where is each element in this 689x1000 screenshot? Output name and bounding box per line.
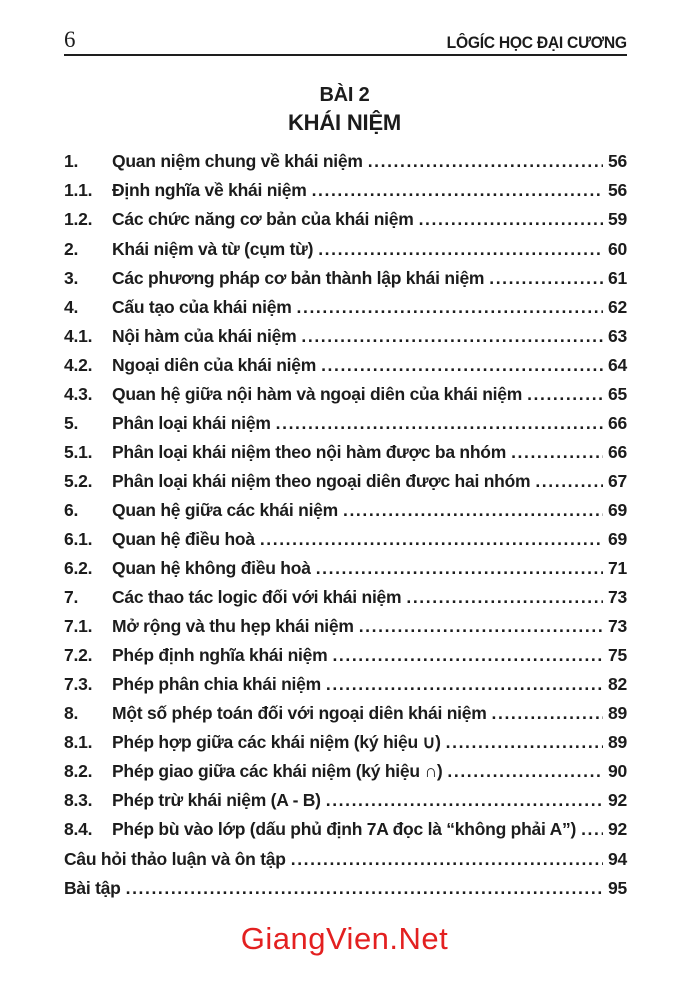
toc-entry-page: 90 bbox=[608, 761, 627, 782]
toc-row bbox=[64, 209, 627, 238]
toc-entry-number: 4.2. bbox=[64, 354, 93, 375]
toc-row bbox=[64, 239, 627, 268]
dot-leader bbox=[511, 442, 603, 463]
toc-row bbox=[64, 849, 627, 878]
dot-leader bbox=[535, 471, 603, 492]
toc-entry-label: Phép bù vào lớp (dấu phủ định 7A đọc là “không phải A”) bbox=[112, 819, 577, 840]
toc-entry-page: 82 bbox=[608, 674, 627, 695]
toc-entry-number: 8.2. bbox=[64, 761, 93, 782]
toc-row bbox=[64, 326, 627, 355]
toc-entry-label: Cấu tạo của khái niệm bbox=[112, 296, 292, 317]
toc-entry-page: 69 bbox=[608, 499, 627, 520]
dot-leader bbox=[312, 180, 603, 201]
toc-entry-label: Khái niệm và từ (cụm từ) bbox=[112, 238, 314, 259]
toc-row bbox=[64, 790, 627, 819]
toc-entry-number: 1. bbox=[64, 151, 79, 172]
toc-row bbox=[64, 587, 627, 616]
running-header-title: LÔGÍC HỌC ĐẠI CƯƠNG bbox=[446, 33, 627, 52]
toc-entry-page: 73 bbox=[608, 587, 627, 608]
dot-leader bbox=[527, 384, 603, 405]
toc-entry-number: 8. bbox=[64, 703, 79, 724]
toc-entry-label: Các chức năng cơ bản của khái niệm bbox=[112, 209, 414, 230]
toc-entry-number: 7.1. bbox=[64, 616, 93, 637]
toc-entry-page: 71 bbox=[608, 558, 627, 579]
toc-entry-label: Phép định nghĩa khái niệm bbox=[112, 645, 328, 666]
page-header bbox=[64, 28, 627, 56]
dot-leader bbox=[406, 587, 603, 608]
toc-row bbox=[64, 268, 627, 297]
toc-entry-label: Bài tập bbox=[64, 877, 121, 898]
toc-entry-page: 73 bbox=[608, 616, 627, 637]
toc-entry-label: Phép hợp giữa các khái niệm (ký hiệu ∪) bbox=[112, 732, 441, 753]
toc-entry-label: Phép giao giữa các khái niệm (ký hiệu ∩) bbox=[112, 761, 443, 782]
toc-row bbox=[64, 442, 627, 471]
toc-entry-number: 6.2. bbox=[64, 558, 93, 579]
toc-entry-label: Phân loại khái niệm bbox=[112, 412, 271, 433]
toc-entry-page: 63 bbox=[608, 325, 627, 346]
toc-entry-number: 4. bbox=[64, 296, 79, 317]
toc-row bbox=[64, 180, 627, 209]
toc-row bbox=[64, 558, 627, 587]
toc-entry-label: Ngoại diên của khái niệm bbox=[112, 354, 317, 375]
toc-entry-label: Câu hỏi thảo luận và ôn tập bbox=[64, 848, 286, 869]
toc-row bbox=[64, 616, 627, 645]
toc-entry-number: 5.2. bbox=[64, 470, 93, 491]
dot-leader bbox=[321, 355, 603, 376]
toc-entry-page: 61 bbox=[608, 267, 627, 288]
toc-entry-number: 6.1. bbox=[64, 529, 93, 549]
toc-entry-page: 94 bbox=[608, 848, 627, 869]
dot-leader bbox=[492, 703, 603, 724]
dot-leader bbox=[447, 761, 603, 782]
toc-row bbox=[64, 471, 627, 500]
toc-entry-label: Quan hệ điều hoà bbox=[112, 529, 255, 549]
dot-leader bbox=[368, 151, 603, 172]
toc-entry-page: 89 bbox=[608, 703, 627, 724]
toc-entry-number: 8.3. bbox=[64, 790, 93, 811]
toc-entry-page: 75 bbox=[608, 645, 627, 666]
toc-entry-page: 95 bbox=[608, 877, 627, 898]
toc-row bbox=[64, 645, 627, 674]
toc-entry-number: 5. bbox=[64, 412, 79, 433]
toc-row bbox=[64, 819, 627, 848]
dot-leader bbox=[260, 529, 603, 550]
toc-entry-number: 7.3. bbox=[64, 674, 93, 695]
toc-entry-page: 64 bbox=[608, 354, 627, 375]
toc-entry-number: 3. bbox=[64, 267, 79, 288]
toc-entry-page: 67 bbox=[608, 470, 627, 491]
page-number: 6 bbox=[64, 27, 76, 52]
chapter-heading bbox=[0, 83, 689, 136]
dot-leader bbox=[316, 558, 603, 579]
toc-entry-page: 59 bbox=[608, 209, 627, 230]
toc-entry-label: Các thao tác logic đối với khái niệm bbox=[112, 587, 402, 608]
toc-entry-page: 56 bbox=[608, 180, 627, 201]
toc-entry-label: Phép trừ khái niệm (A - B) bbox=[112, 790, 321, 811]
toc-entry-number: 7.2. bbox=[64, 645, 93, 666]
toc-entry-page: 60 bbox=[608, 238, 627, 259]
toc-entry-page: 92 bbox=[608, 819, 627, 840]
toc-entry-number: 5.1. bbox=[64, 441, 93, 462]
toc-row bbox=[64, 413, 627, 442]
dot-leader bbox=[332, 645, 603, 666]
chapter-name-title: KHÁI NIỆM bbox=[287, 110, 402, 135]
chapter-number-title: BÀI 2 bbox=[319, 84, 370, 106]
toc-entry-number: 1.2. bbox=[64, 209, 93, 230]
toc-entry-label: Quan hệ giữa các khái niệm bbox=[112, 499, 338, 520]
dot-leader bbox=[489, 268, 603, 289]
dot-leader bbox=[301, 326, 603, 347]
toc-entry-number: 7. bbox=[64, 587, 79, 608]
dot-leader bbox=[318, 239, 603, 260]
toc-entry-number: 4.3. bbox=[64, 383, 93, 404]
toc-entry-label: Phân loại khái niệm theo ngoại diên được hai nhóm bbox=[112, 470, 531, 491]
toc-row bbox=[64, 674, 627, 703]
toc-entry-page: 62 bbox=[608, 296, 627, 317]
toc-entry-label: Phép phân chia khái niệm bbox=[112, 674, 321, 695]
toc-row bbox=[64, 732, 627, 761]
toc-entry-label: Định nghĩa về khái niệm bbox=[112, 180, 307, 201]
dot-leader bbox=[446, 732, 603, 753]
toc-entry-page: 69 bbox=[608, 529, 627, 549]
dot-leader bbox=[276, 413, 603, 434]
toc-entry-label: Một số phép toán đối với ngoại diên khái niệm bbox=[112, 703, 487, 724]
toc-entry-label: Quan hệ không điều hoà bbox=[112, 558, 311, 579]
toc-entry-label: Phân loại khái niệm theo nội hàm được ba nhóm bbox=[112, 441, 507, 462]
toc-entry-number: 1.1. bbox=[64, 180, 93, 201]
toc-entry-number: 4.1. bbox=[64, 325, 93, 346]
toc-entry-label: Quan niệm chung về khái niệm bbox=[112, 151, 363, 172]
toc-row bbox=[64, 761, 627, 790]
toc-entry-page: 66 bbox=[608, 412, 627, 433]
dot-leader bbox=[297, 297, 603, 318]
toc-row bbox=[64, 500, 627, 529]
toc-entry-number: 8.1. bbox=[64, 732, 93, 753]
toc-row bbox=[64, 297, 627, 326]
toc-entry-page: 89 bbox=[608, 732, 627, 753]
toc-row bbox=[64, 878, 627, 907]
toc-entry-number: 2. bbox=[64, 238, 79, 259]
toc-entry-label: Các phương pháp cơ bản thành lập khái niệm bbox=[112, 267, 485, 288]
toc-row bbox=[64, 703, 627, 732]
toc-entry-label: Quan hệ giữa nội hàm và ngoại diên của khái niệm bbox=[112, 383, 523, 404]
toc-entry-number: 6. bbox=[64, 499, 79, 520]
dot-leader bbox=[326, 790, 603, 811]
dot-leader bbox=[291, 849, 603, 870]
toc-entry-page: 65 bbox=[608, 383, 627, 404]
dot-leader bbox=[126, 878, 603, 899]
toc-entry-label: Nội hàm của khái niệm bbox=[112, 325, 297, 346]
toc-row bbox=[64, 355, 627, 384]
toc-row bbox=[64, 384, 627, 413]
toc-entry-page: 92 bbox=[608, 790, 627, 811]
toc-list bbox=[64, 151, 627, 906]
toc-row bbox=[64, 151, 627, 180]
dot-leader bbox=[326, 674, 603, 695]
toc-entry-page: 66 bbox=[608, 441, 627, 462]
toc-row bbox=[64, 529, 627, 558]
toc-entry-number: 8.4. bbox=[64, 819, 93, 840]
watermark: GiangVien.Net bbox=[240, 920, 449, 956]
dot-leader bbox=[359, 616, 603, 637]
dot-leader bbox=[581, 819, 603, 840]
dot-leader bbox=[343, 500, 603, 521]
toc-entry-page: 56 bbox=[608, 151, 627, 172]
toc-entry-label: Mở rộng và thu hẹp khái niệm bbox=[112, 616, 354, 637]
dot-leader bbox=[419, 209, 603, 230]
